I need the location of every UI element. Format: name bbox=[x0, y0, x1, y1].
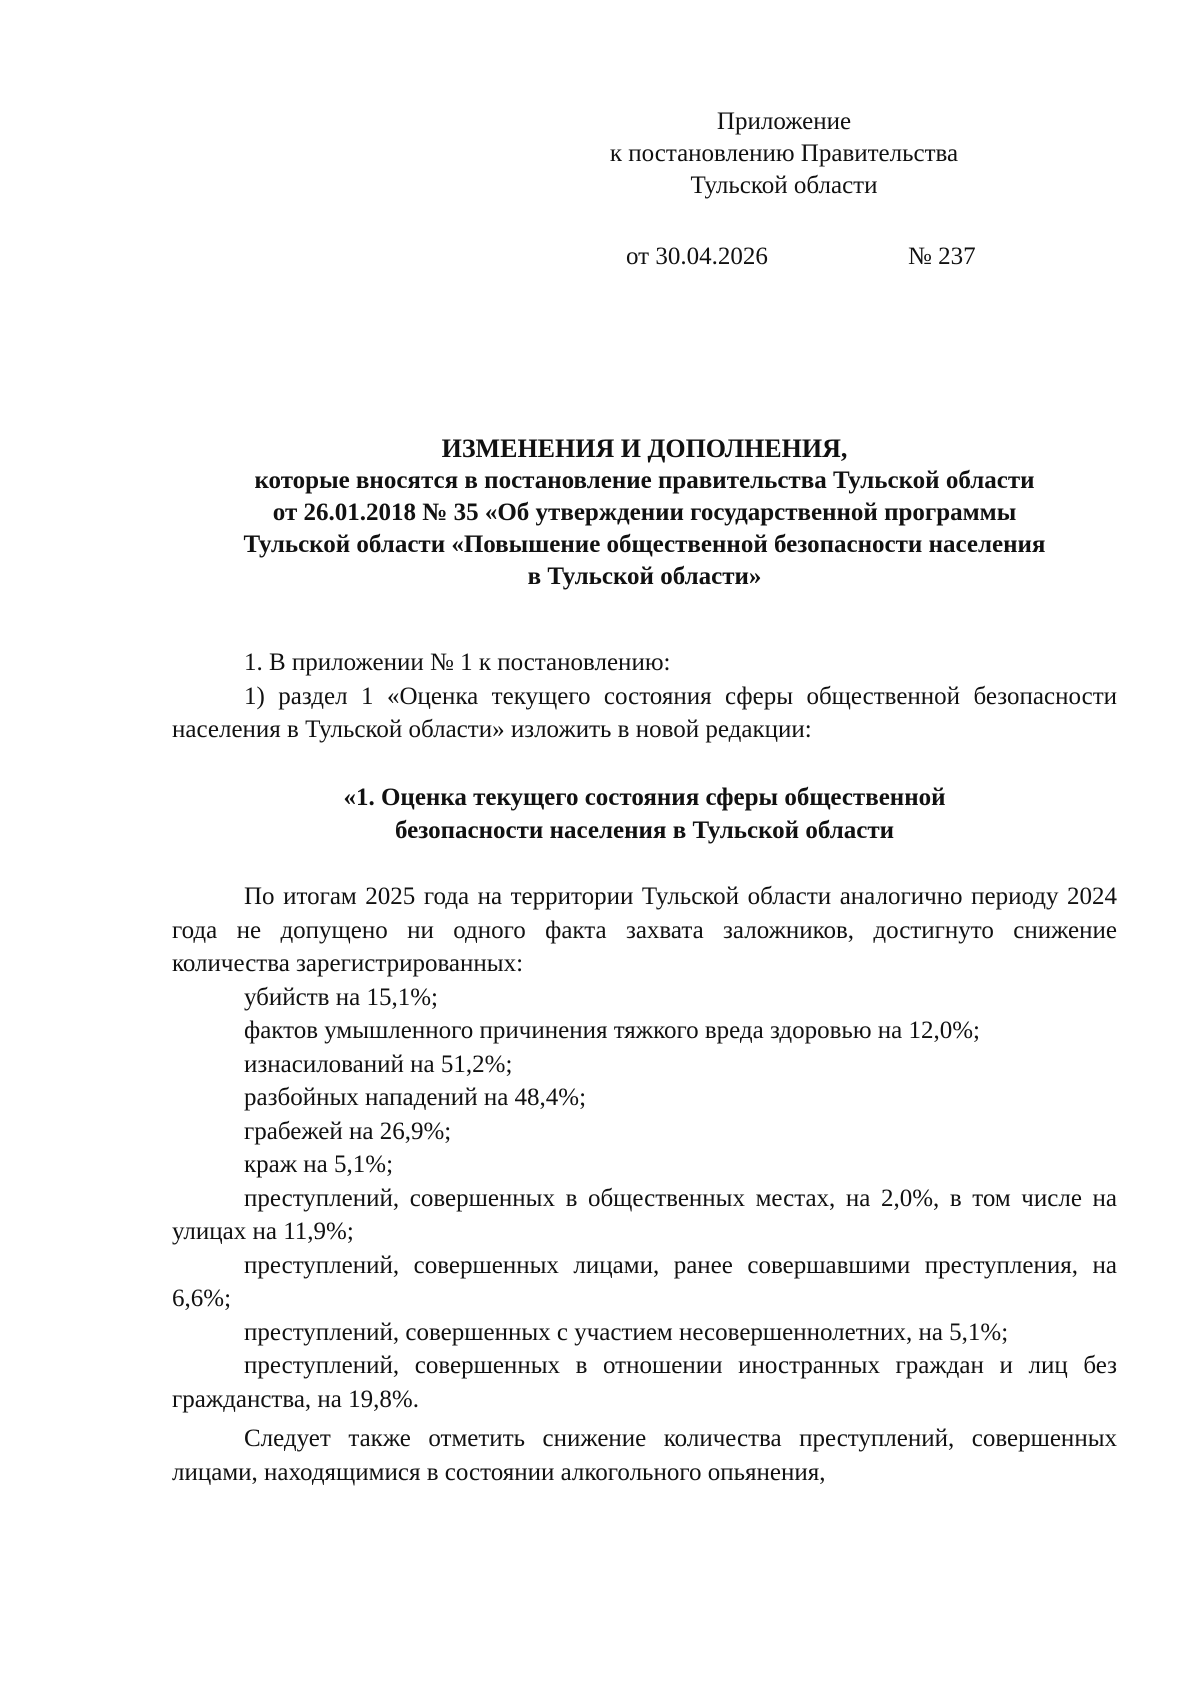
annex-number: № 237 bbox=[908, 243, 976, 270]
title-line-2: которые вносятся в постановление правительства Тульской области bbox=[254, 467, 1035, 494]
title-line-4: Тульской области «Повышение общественной безопасности населения bbox=[243, 531, 1046, 558]
list-item: преступлений, совершенных в отношении иностранных граждан и лиц без гражданства, на 19,8%. bbox=[172, 1352, 1117, 1413]
list-item: преступлений, совершенных с участием несовершеннолетних, на 5,1%; bbox=[244, 1318, 1009, 1346]
section-title-line-2: безопасности населения в Тульской области bbox=[394, 817, 895, 844]
list-item: преступлений, совершенных лицами, ранее совершавшими преступления, на 6,6%; bbox=[172, 1251, 1117, 1312]
title-line-3: от 26.01.2018 № 35 «Об утверждении государственной программы bbox=[272, 499, 1017, 526]
list-item: преступлений, совершенных в общественных местах, на 2,0%, в том числе на улицах на 11,9%; bbox=[172, 1184, 1117, 1245]
list-item: изнасилований на 51,2%; bbox=[244, 1050, 513, 1078]
list-item: убийств на 15,1%; bbox=[244, 983, 438, 1011]
annex-line-2: к постановлению Правительства bbox=[609, 140, 959, 167]
body-paragraph-2: Следует также отметить снижение количества преступлений, совершенных лицами, находящимися в состоянии алкогольного опьянения, bbox=[172, 1425, 1117, 1486]
body-paragraph-1: По итогам 2025 года на территории Тульской области аналогично периоду 2024 года не допущено ни одного факта захвата заложников, достигнуто снижение количества зарегистрированных: bbox=[172, 883, 1117, 977]
intro-paragraph-2: 1) раздел 1 «Оценка текущего состояния сферы общественной безопасности населения в Тульской области» изложить в новой редакции: bbox=[172, 682, 1117, 743]
title-line-1: ИЗМЕНЕНИЯ И ДОПОЛНЕНИЯ, bbox=[441, 434, 848, 463]
section-title-line-1: «1. Оценка текущего состояния сферы общественной bbox=[343, 784, 946, 811]
intro-paragraph-1: 1. В приложении № 1 к постановлению: bbox=[244, 649, 671, 676]
annex-date: от 30.04.2026 bbox=[626, 243, 768, 270]
title-line-5: в Тульской области» bbox=[527, 563, 762, 590]
list-item: краж на 5,1%; bbox=[244, 1151, 394, 1178]
document-title bbox=[172, 433, 1117, 593]
annex-header bbox=[560, 106, 1008, 202]
list-item: грабежей на 26,9%; bbox=[244, 1117, 452, 1145]
section-body bbox=[172, 880, 1117, 1489]
annex-line-3: Тульской области bbox=[690, 172, 878, 199]
intro-text bbox=[172, 646, 1117, 747]
list-item: фактов умышленного причинения тяжкого вреда здоровью на 12,0%; bbox=[244, 1017, 980, 1044]
section-title bbox=[172, 781, 1117, 847]
annex-line-1: Приложение bbox=[716, 108, 852, 135]
list-item: разбойных нападений на 48,4%; bbox=[244, 1084, 587, 1111]
